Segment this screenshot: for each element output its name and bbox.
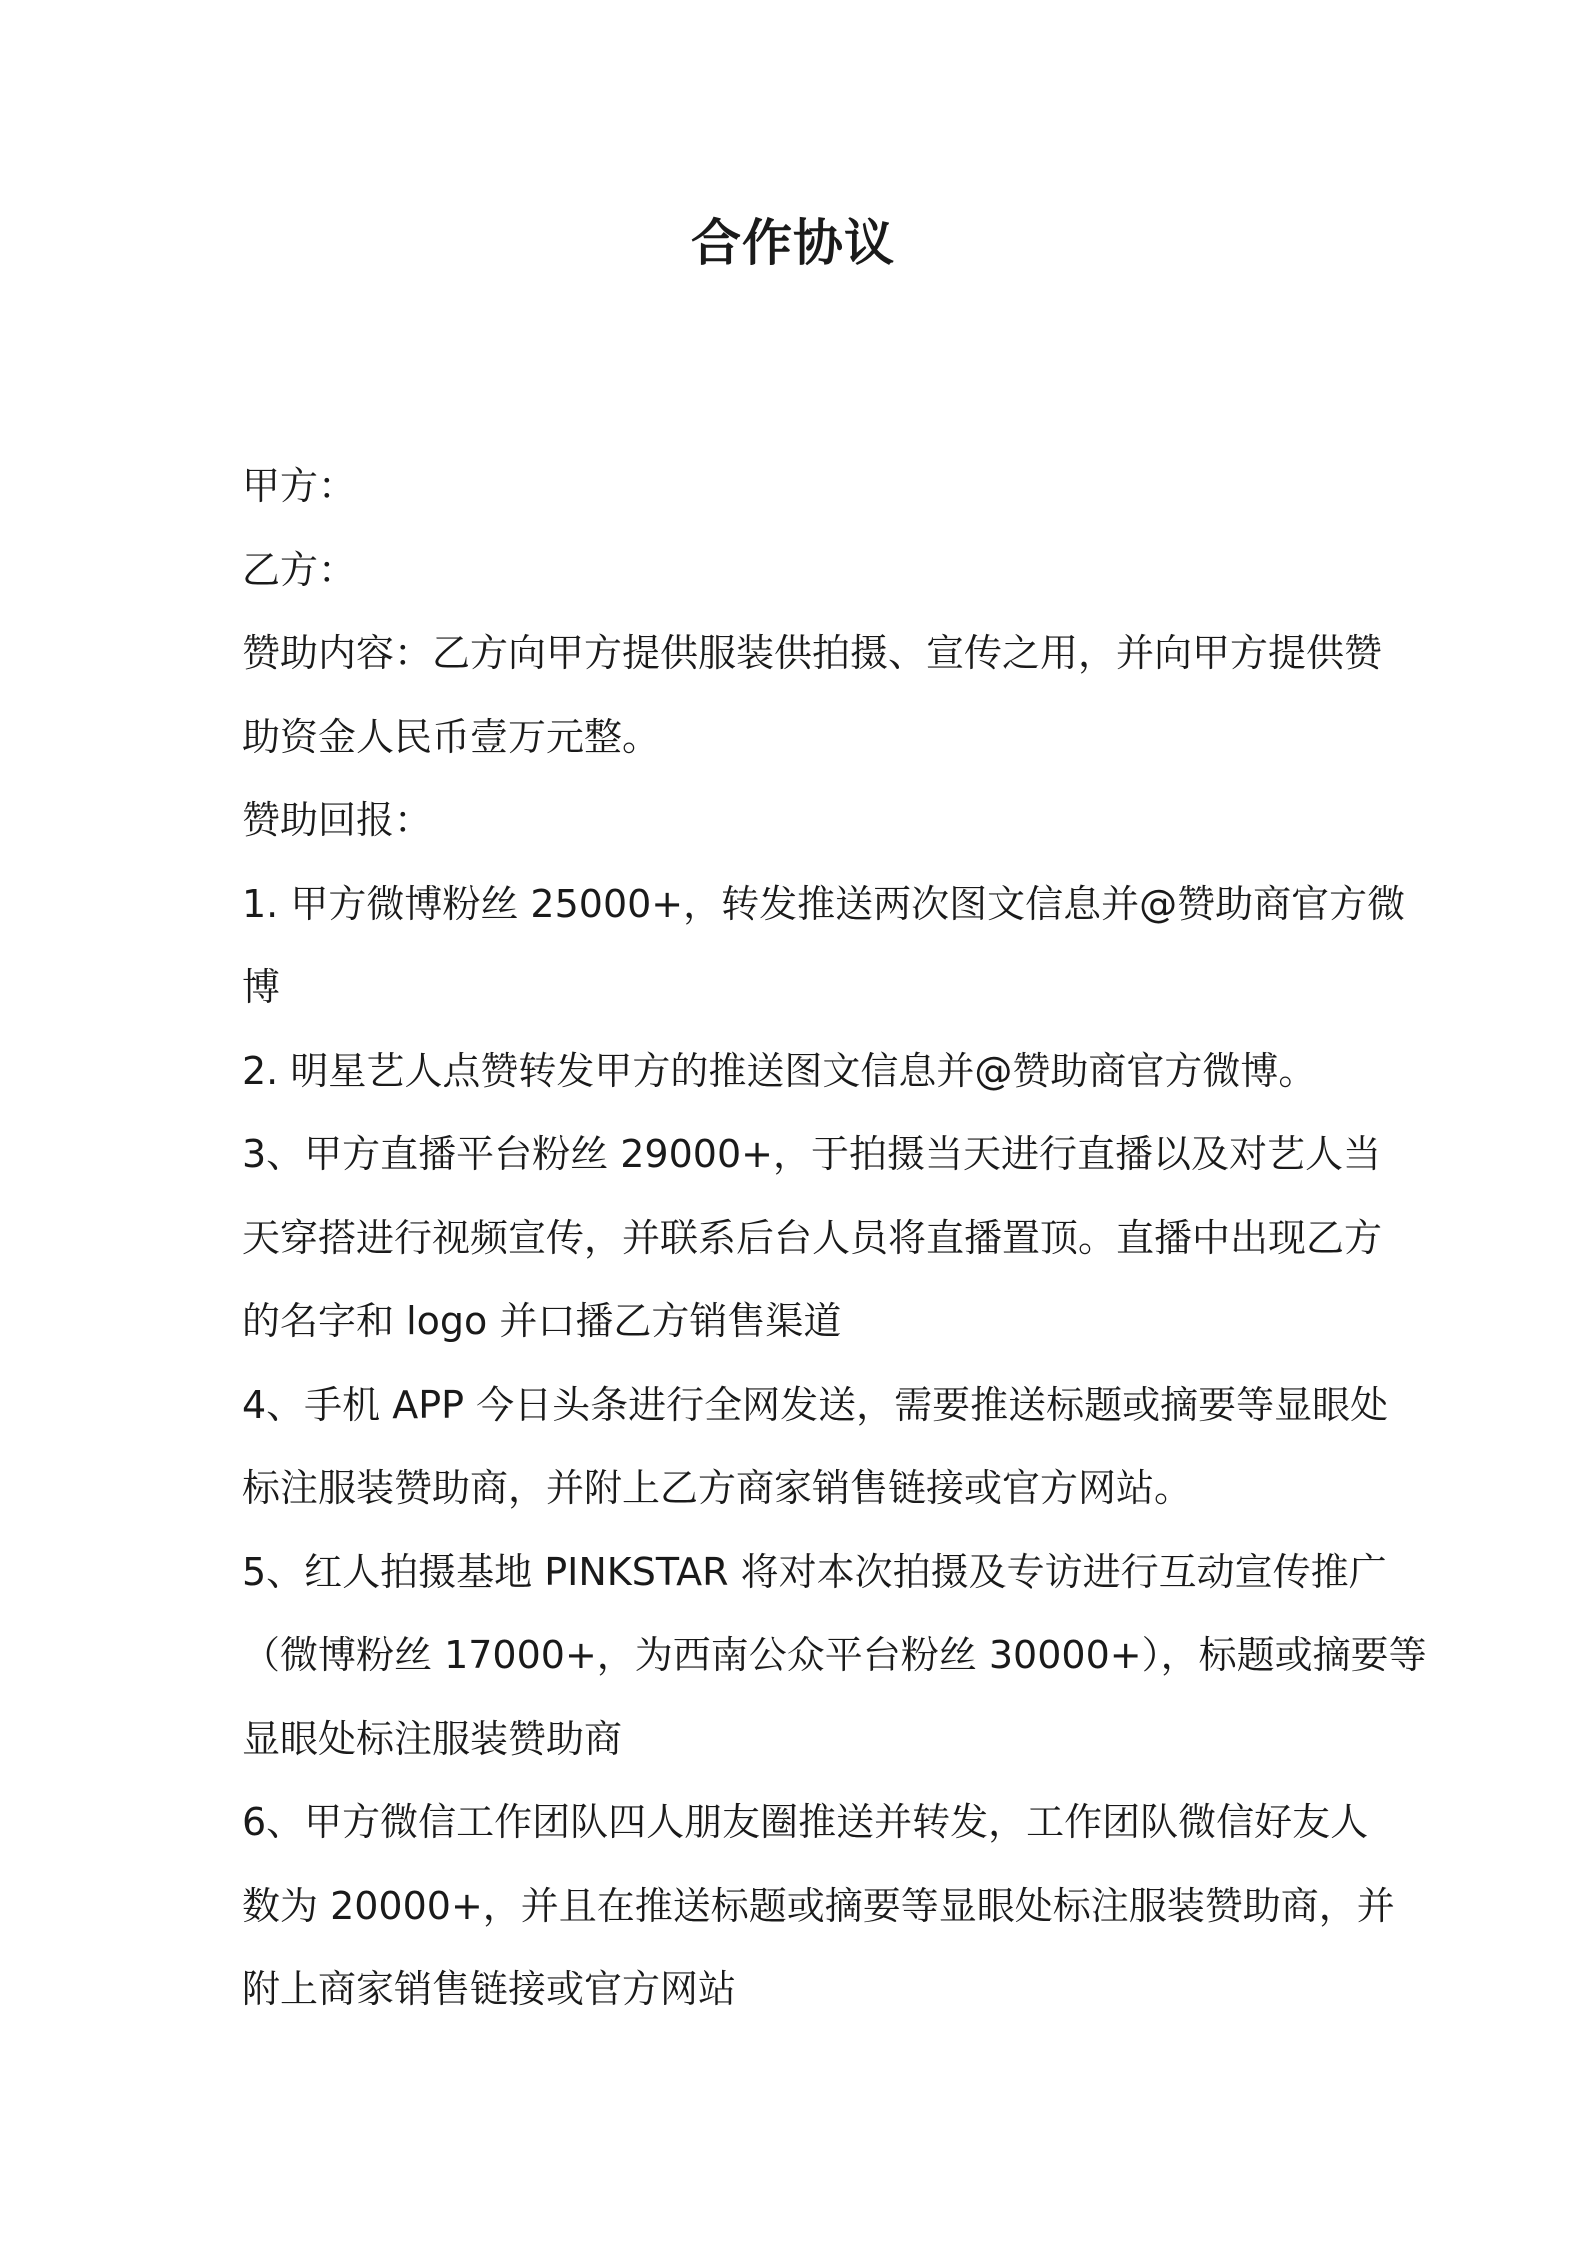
- return-item-2-line-1: 2. 明星艺人点赞转发甲方的推送图文信息并@赞助商官方微博。: [242, 1048, 1317, 1093]
- return-item-5-line-2: （微博粉丝 17000+，为西南公众平台粉丝 30000+），标题或摘要等: [242, 1633, 1427, 1677]
- document-title: 合作协议: [691, 214, 895, 272]
- sponsorship-content-line-1: 赞助内容：乙方向甲方提供服装供拍摄、宣传之用，并向甲方提供赞: [242, 631, 1383, 675]
- return-item-6-line-2: 数为 20000+，并且在推送标题或摘要等显眼处标注服装赞助商，并: [242, 1883, 1395, 1928]
- return-item-3-line-1: 3、甲方直播平台粉丝 29000+，于拍摄当天进行直播以及对艺人当: [242, 1132, 1381, 1176]
- return-item-5-line-3: 显眼处标注服装赞助商: [242, 1716, 623, 1761]
- return-item-4-line-2: 标注服装赞助商，并附上乙方商家销售链接或官方网站。: [242, 1466, 1193, 1510]
- return-item-6-line-3: 附上商家销售链接或官方网站: [242, 1967, 737, 2011]
- return-item-3-line-2: 天穿搭进行视频宣传，并联系后台人员将直播置顶。直播中出现乙方: [242, 1215, 1383, 1260]
- document-body: [242, 445, 1427, 2032]
- return-item-4-line-1: 4、手机 APP 今日头条进行全网发送，需要推送标题或摘要等显眼处: [242, 1382, 1389, 1427]
- return-item-6-line-1: 6、甲方微信工作团队四人朋友圈推送并转发，工作团队微信好友人: [242, 1800, 1369, 1844]
- party-a-line: 甲方：: [242, 464, 357, 508]
- return-item-1-line-1: 1. 甲方微博粉丝 25000+，转发推送两次图文信息并@赞助商官方微: [242, 881, 1406, 926]
- return-item-1-line-2: 博: [242, 965, 281, 1009]
- return-item-3-line-3: 的名字和 logo 并口播乙方销售渠道: [242, 1299, 842, 1343]
- party-b-line: 乙方：: [242, 547, 357, 592]
- return-item-5-line-1: 5、红人拍摄基地 PINKSTAR 将对本次拍摄及专访进行互动宣传推广: [242, 1549, 1387, 1594]
- sponsorship-content-line-2: 助资金人民币壹万元整。: [242, 714, 661, 759]
- sponsorship-return-heading: 赞助回报：: [242, 798, 433, 842]
